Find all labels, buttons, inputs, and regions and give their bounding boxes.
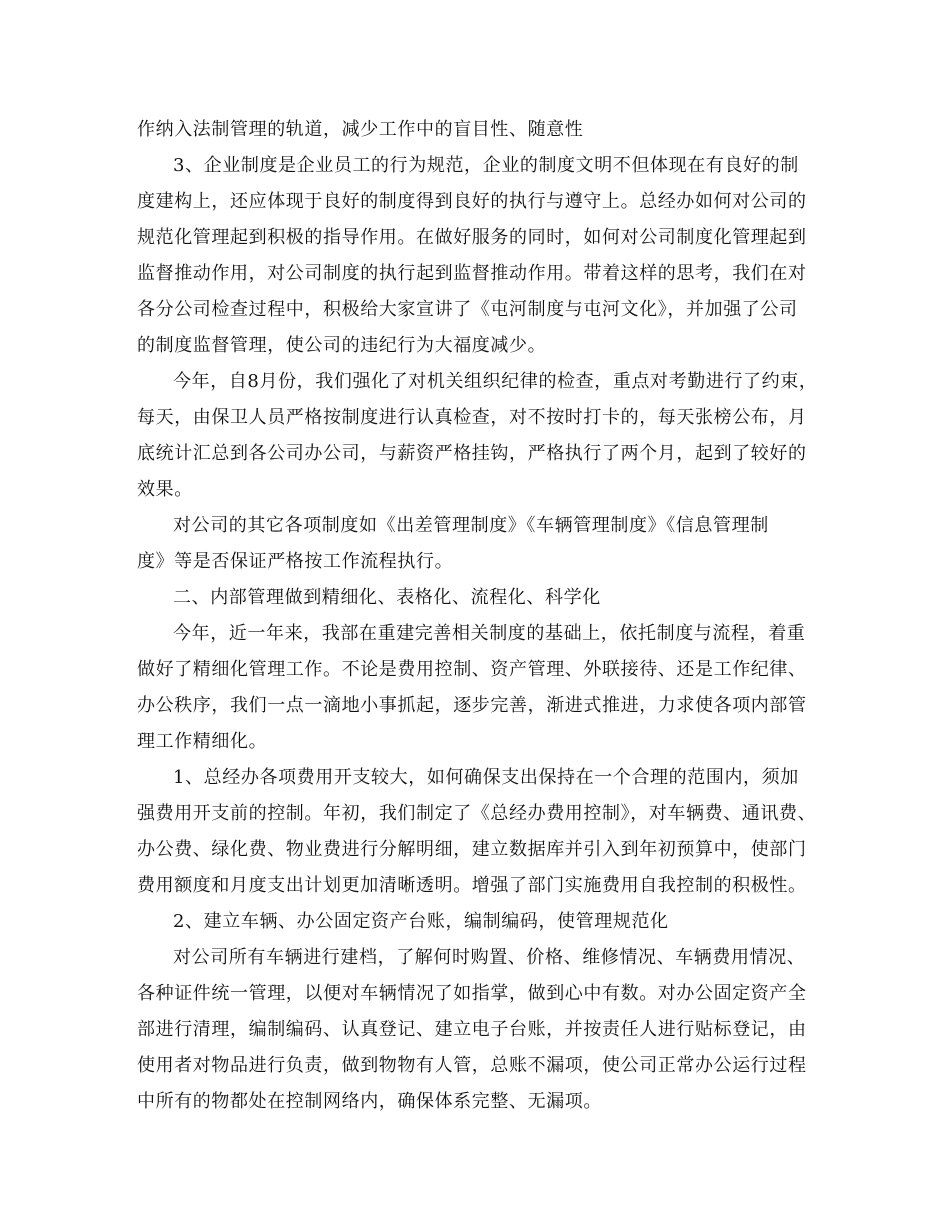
text-line: 监督推动作用，对公司制度的执行起到监督推动作用。带着这样的思考，我们在对 (137, 263, 807, 284)
text-line: 对公司的其它各项制度如《出差管理制度》《车辆管理制度》《信息管理制 (173, 515, 769, 536)
text-line: 办公费、绿化费、物业费进行分解明细，建立数据库并引入到年初预算中，使部门 (137, 839, 807, 860)
text-line: 今年，近一年来，我部在重建完善相关制度的基础上，依托制度与流程，着重 (173, 623, 806, 644)
text-line: 作纳入法制管理的轨道，减少工作中的盲目性、随意性 (137, 119, 584, 140)
text-line: 对公司所有车辆进行建档，了解何时购置、价格、维修情况、车辆费用情况、 (173, 947, 806, 968)
text-line: 各分公司检查过程中，积极给大家宣讲了《屯河制度与屯河文化》，并加强了公司 (137, 299, 798, 320)
text-line: 部进行清理，编制编码、认真登记、建立电子台账，并按责任人进行贴标登记，由 (137, 1019, 807, 1040)
text-line: 效果。 (137, 479, 193, 500)
text-line: 的制度监督管理，使公司的违纪行为大福度减少。 (137, 335, 547, 356)
text-line: 费用额度和月度支出计划更加清晰透明。增强了部门实施费用自我控制的积极性。 (137, 875, 807, 896)
text-line: 底统计汇总到各公司办公司，与薪资严格挂钩，严格执行了两个月，起到了较好的 (137, 443, 807, 464)
text-line: 规范化管理起到积极的指导作用。在做好服务的同时，如何对公司制度化管理起到 (137, 227, 807, 248)
text-line: 做好了精细化管理工作。不论是费用控制、资产管理、外联接待、还是工作纪律、 (137, 659, 807, 680)
text-line: 使用者对物品进行负责，做到物物有人管，总账不漏项，使公司正常办公运行过程 (137, 1055, 807, 1076)
section-heading: 二、内部管理做到精细化、表格化、流程化、科学化 (173, 587, 601, 608)
text-line: 度建构上，还应体现于良好的制度得到良好的执行与遵守上。总经办如何对公司的 (137, 191, 807, 212)
text-line: 度》等是否保证严格按工作流程执行。 (137, 551, 454, 572)
text-line: 每天，由保卫人员严格按制度进行认真检查，对不按时打卡的，每天张榜公布，月 (137, 407, 807, 428)
text-line: 今年，自8月份，我们强化了对机关组织纪律的检查，重点对考勤进行了约束， (173, 371, 818, 392)
text-line: 3、企业制度是企业员工的行为规范，企业的制度文明不但体现在有良好的制 (173, 155, 799, 176)
text-line: 各种证件统一管理，以便对车辆情况了如指掌，做到心中有数。对办公固定资产全 (137, 983, 807, 1004)
text-line: 办公秩序，我们一点一滴地小事抓起，逐步完善，渐进式推进，力求使各项内部管 (137, 695, 807, 716)
text-line: 强费用开支前的控制。年初，我们制定了《总经办费用控制》，对车辆费、通讯费、 (137, 803, 817, 824)
subsection-heading: 2、建立车辆、办公固定资产台账，编制编码，使管理规范化 (173, 911, 669, 932)
text-line: 中所有的物都处在控制网络内，确保体系完整、无漏项。 (137, 1091, 602, 1112)
text-line: 理工作精细化。 (137, 731, 268, 752)
text-line: 1、总经办各项费用开支较大，如何确保支出保持在一个合理的范围内，须加 (173, 767, 799, 788)
